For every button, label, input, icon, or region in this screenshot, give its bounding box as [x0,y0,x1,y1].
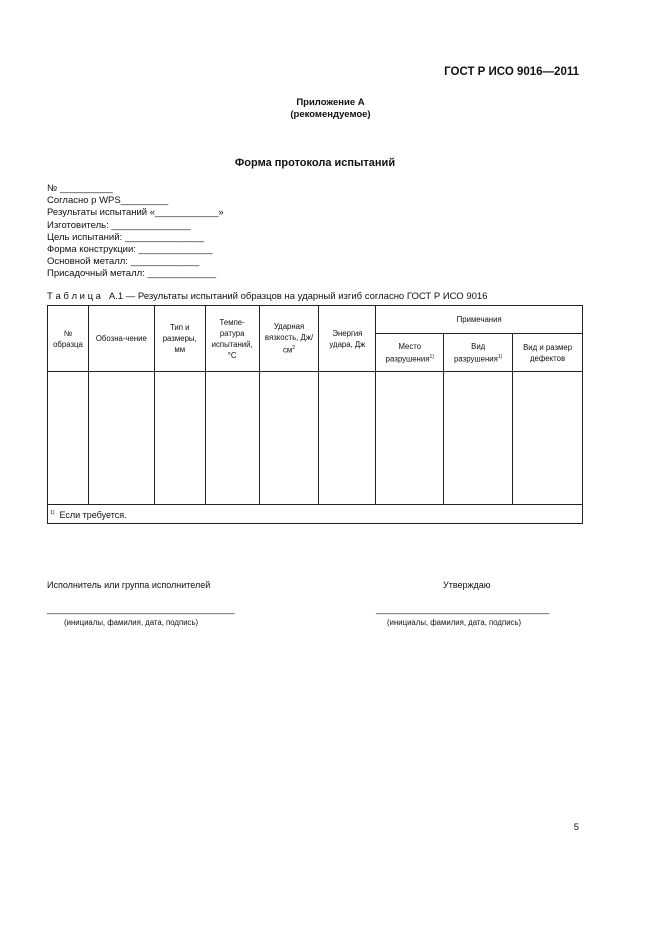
field-purpose: Цель испытаний: _______________ [47,232,205,243]
field-wps: Согласно р WPS_________ [47,195,169,206]
appendix-title: Приложение А [296,97,365,108]
col-impact-toughness: Ударная вязкость, $Дж/см^2$ [259,306,319,372]
table-row [48,372,583,505]
col-fracture-type: Вид разрушения$^{1)}$ [444,334,513,372]
signature-left-label: Исполнитель или группа исполнителей [47,580,211,590]
table-footnote: $^{1)}$ Если требуется. [48,505,583,524]
col-defects: Вид и размер дефектов [513,334,583,372]
signature-right-label: Утверждаю [443,580,491,590]
field-results: Результаты испытаний «____________» [47,207,224,218]
field-number: № __________ [47,183,113,194]
page-number: 5 [573,822,579,833]
results-table [47,305,583,524]
field-filler-metal: Присадочный металл: _____________ [47,268,217,279]
col-designation: Обозна-чение [88,306,154,372]
field-base-metal: Основной металл: _____________ [47,256,200,267]
form-title: Форма протокола испытаний [234,157,396,169]
signature-right-hint: (инициалы, фамилия, дата, подпись) [387,618,522,627]
appendix-subtitle: (рекомендуемое) [290,109,371,120]
col-type-size: Тип и размеры, мм [154,306,205,372]
col-sample-no: № образца [48,306,89,372]
col-impact-energy: Энергия удара, Дж [319,306,376,372]
col-fracture-location: Место разрушения$^{1)}$ [376,334,444,372]
col-temperature: Темпе-ратура испытаний, °С [205,306,259,372]
field-construction-form: Форма конструкции: ______________ [47,244,213,255]
standard-code: ГОСТ Р ИСО 9016—2011 [444,66,579,78]
signature-right-line: ____________________________________ [376,604,549,614]
signature-left-line: _______________________________________ [47,604,235,614]
signature-left-hint: (инициалы, фамилия, дата, подпись) [64,618,199,627]
table-caption: Т а б л и ц а А.1 — Результаты испытаний образцов на ударный изгиб согласно ГОСТ Р ИСО 9016 [47,291,488,302]
col-notes: Примечания [376,306,583,334]
field-manufacturer: Изготовитель: _______________ [47,220,191,231]
